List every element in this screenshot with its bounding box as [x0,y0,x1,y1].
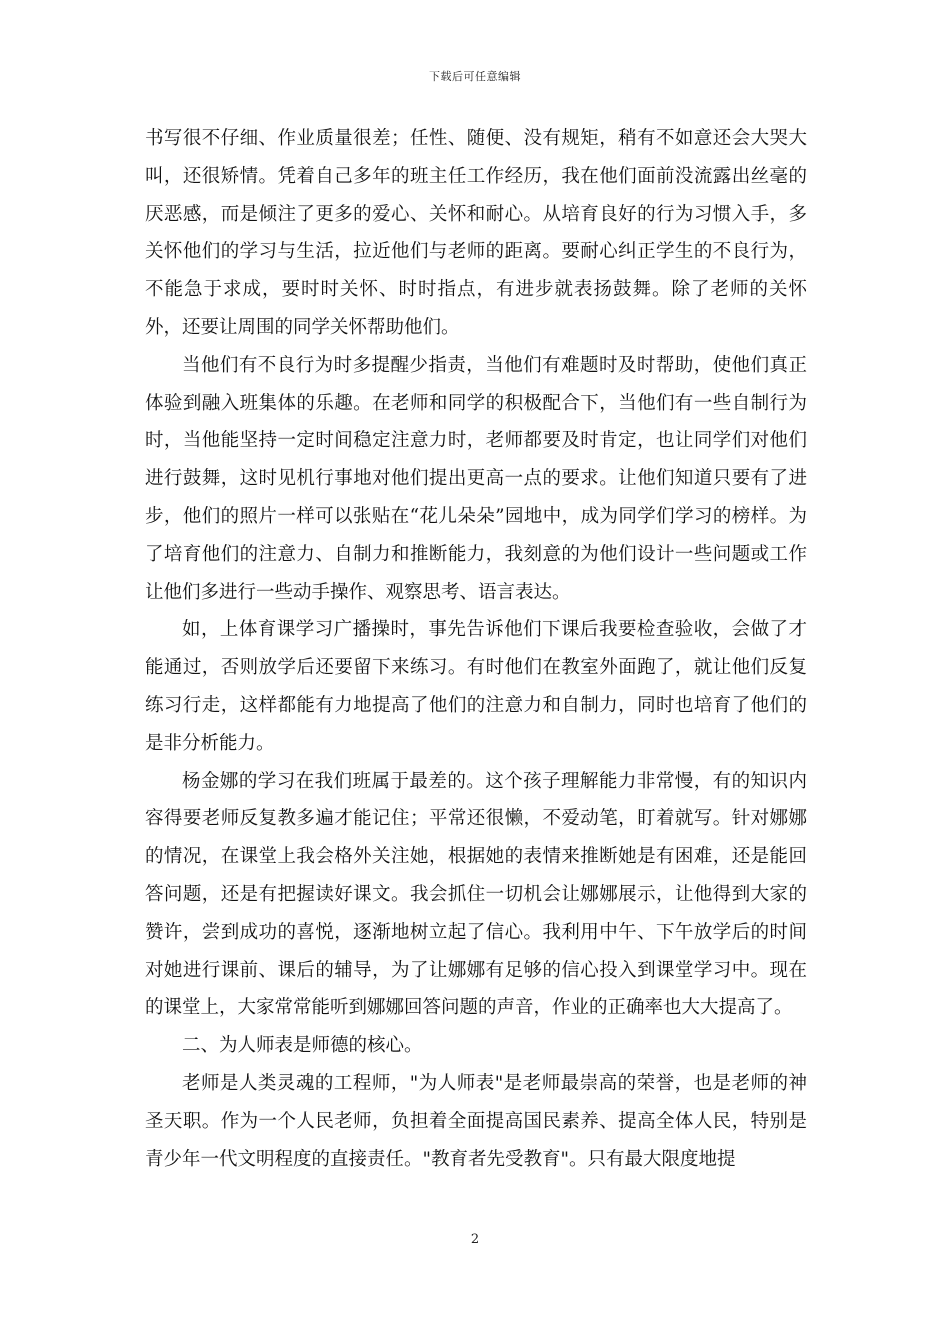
body-text [145,120,807,1178]
paragraph: 书写很不仔细、作业质量很差；任性、随便、没有规矩，稍有不如意还会大哭大叫，还很矫情。凭着自己多年的班主任工作经历，我在他们面前没流露出丝毫的厌恶感，而是倾注了更多的爱心、关怀和耐心。从培育良好的行为习惯入手，多关怀他们的学习与生活，拉近他们与老师的距离。要耐心纠正学生的不良行为，不能急于求成，要时时关怀、时时指点，有进步就表扬鼓舞。除了老师的关怀外，还要让周围的同学关怀帮助他们。 [145,128,807,338]
page-header: 下载后可任意编辑 [429,70,521,83]
section-heading: 二、为人师表是师德的核心。 [182,1035,423,1057]
paragraph: 杨金娜的学习在我们班属于最差的。这个孩子理解能力非常慢，有的知识内容得要老师反复教多遍才能记住；平常还很懒，不爱动笔，盯着就写。针对娜娜的情况，在课堂上我会格外关注她，根据她的表情来推断她是有困难，还是能回答问题，还是有把握读好课文。我会抓住一切机会让娜娜展示，让他得到大家的赞许，尝到成功的喜悦，逐渐地树立起了信心。我利用中午、下午放学后的时间对她进行课前、课后的辅导，为了让娜娜有足够的信心投入到课堂学习中。现在的课堂上，大家常常能听到娜娜回答问题的声音，作业的正确率也大大提高了。 [145,770,807,1019]
paragraph: 当他们有不良行为时多提醒少指责，当他们有难题时及时帮助，使他们真正体验到融入班集体的乐趣。在老师和同学的积极配合下，当他们有一些自制行为时，当他能坚持一定时间稳定注意力时，老师都要及时肯定，也让同学们对他们进行鼓舞，这时见机行事地对他们提出更高一点的要求。让他们知道只要有了进步，他们的照片一样可以张贴在“花儿朵朵”园地中，成为同学们学习的榜样。为了培育他们的注意力、自制力和推断能力，我刻意的为他们设计一些问题或工作让他们多进行一些动手操作、观察思考、语言表达。 [145,354,807,603]
paragraph: 老师是人类灵魂的工程师，"为人师表"是老师最崇高的荣誉，也是老师的神圣天职。作为一个人民老师，负担着全面提高国民素养、提高全体人民，特别是青少年一代文明程度的直接责任。"教育者先受教育"。只有最大限度地提 [145,1072,807,1170]
paragraph: 如，上体育课学习广播操时，事先告诉他们下课后我要检查验收，会做了才能通过，否则放学后还要留下来练习。有时他们在教室外面跑了，就让他们反复练习行走，这样都能有力地提高了他们的注意力和自制力，同时也培育了他们的是非分析能力。 [145,619,807,754]
page-number: 2 [470,1232,480,1247]
